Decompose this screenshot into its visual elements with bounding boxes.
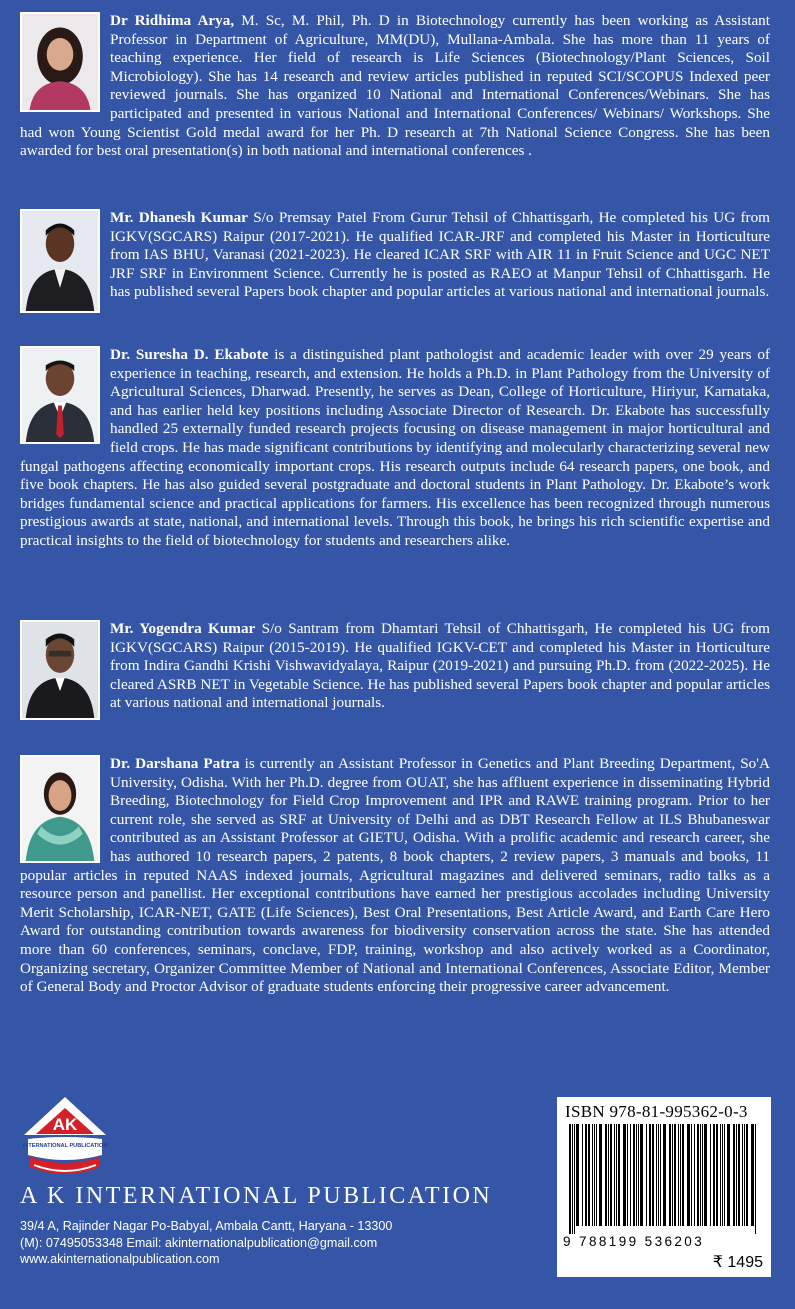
author-name: Mr. Dhanesh Kumar [110,209,248,226]
barcode-digits: 9 788199 536203 [563,1234,705,1249]
barcode-bar [633,1124,635,1226]
author-name: Dr. Darshana Patra [110,755,240,772]
barcode-bar [669,1124,671,1226]
logo-ribbon-text: INTERNATIONAL PUBLICATION [22,1143,108,1149]
author-name: Mr. Yogendra Kumar [110,620,256,637]
barcode-bar [605,1124,607,1226]
barcode-bar [640,1124,643,1226]
barcode-bar [722,1124,723,1226]
barcode-bar [614,1124,615,1226]
author-bio-text: M. Sc, M. Phil, Ph. D in Biotechnology currently has been working as Assistant Professor in Department of Agriculture, MM(DU), Mullana-Ambala. She has more than 11 years of teaching experience. Her field of research is Life Sciences (Biotechnology/Plant Sciences, Soil Microbiology). She has 14 research and review articles published in reputed SCI/SCOPUS Indexed peer reviewed journals. She has organized 10 National and International Conferences/Webinars. She has participated and presented in various National and International Conferences/ Webinars/ Workshops. She had won Young Scientist Gold medal award for her Ph. D research at 7th National Science Congress. She has been awarded for best oral presentation(s) in both national and international conferences . [20,12,770,160]
barcode-bar [585,1124,587,1226]
barcode-bar [710,1124,711,1226]
barcode-bar [623,1124,626,1226]
bio-yogendra-kumar [20,620,770,722]
barcode-bar [630,1124,631,1226]
barcode-bar [592,1124,593,1226]
barcode-bar [744,1124,745,1226]
barcode-bar [716,1124,718,1226]
publisher-website[interactable]: www.akinternationalpublication.com [20,1252,220,1266]
author-photo-suresha-ekabote [20,346,100,444]
barcode-bar [702,1124,703,1226]
barcode-bar [687,1124,690,1226]
portrait-icon [22,622,98,718]
bio-suresha-ekabote [20,346,770,551]
barcode-bar [682,1124,684,1226]
barcode-bar [572,1124,573,1234]
barcode-bar [646,1124,647,1226]
barcode-bar [742,1124,743,1226]
publisher-address-block [20,1218,392,1268]
barcode-bar [574,1124,575,1234]
author-name: Dr. Suresha D. Ekabote [110,346,269,363]
portrait-icon [22,348,98,442]
barcode-bar [674,1124,676,1226]
barcode-bar [755,1124,756,1234]
barcode-bar [576,1124,579,1226]
barcode-bar [733,1124,735,1226]
barcode-bar [618,1124,620,1226]
barcode-bar [697,1124,699,1226]
barcode-bar [610,1124,612,1226]
barcode-bar [713,1124,715,1226]
barcode-bar [596,1124,597,1226]
bio-darshana-patra [20,755,770,997]
price-label: ₹ 1495 [712,1254,763,1271]
barcode-bar [652,1124,654,1226]
barcode-bar [694,1124,695,1226]
publisher-address: 39/4 A, Rajinder Nagar Po-Babyal, Ambala Cantt, Haryana - 13300 [20,1219,393,1233]
isbn-barcode-box [557,1097,771,1277]
barcode-bar [704,1124,707,1226]
barcode-bar [727,1124,730,1226]
portrait-icon [22,757,98,861]
barcode-bar [608,1124,609,1226]
author-bio-text: is currently an Assistant Professor in Genetics and Plant Breeding Department, So'A University, Odisha. With her Ph.D. degree from OUAT, she has affluent experience in disseminating Hybrid Breeding, Biotechnology for Field Crop Improvement and IPR and RAWE training program. Prior to her current role, she served as SRF at University of Delhi and as DBT Research Fellow at ILS Bhubaneswar contributed as an Assistant Professor at GIETU, Odisha. With a prolific academic and research career, she has authored 10 research papers, 2 patents, 8 book chapters, 2 review papers, 3 manuals and books, 11 popular articles in reputed NAAS indexed journals, Agricultural magazines and delivered seminars, radio talks as a resource person and panellist. Her exceptional contributions have earned her prestigious accolades including University Merit Scholarship, ICAR-NET, GATE (Life Sciences), Best Oral Presentations, Best Article Award, and Earth Care Hero Award for outstanding contribution towards awareness for biodiversity conservation across the state. She has attended more than 60 conferences, seminars, conclave, FDP, training, workshop and also actively worked as a Coordinator, Organizing secretary, Organizer Committee Member of National and International Conferences, Associate Editor, Member of General Body and Proctor Advisor of graduate students enforcing their progressive career advancement. [20,755,770,996]
publisher-contact: (M): 07495053348 Email: akinternationalpublication@gmail.com [20,1235,378,1250]
author-photo-ridhima-arya [20,12,100,112]
barcode-bar [746,1124,748,1226]
barcode-bar [638,1124,639,1226]
barcode-bar [724,1124,725,1226]
barcode-bar [738,1124,740,1226]
barcode-bar [736,1124,737,1226]
barcode-bar [627,1124,628,1226]
publisher-name: A K INTERNATIONAL PUBLICATION [20,1183,493,1209]
barcode-bar [663,1124,666,1226]
barcode-bar [656,1124,657,1226]
bio-dhanesh-kumar [20,209,770,315]
author-photo-darshana-patra [20,755,100,863]
barcode-icon [565,1124,763,1234]
barcode-bar [588,1124,590,1226]
barcode-bar [691,1124,692,1226]
publisher-logo [22,1095,108,1181]
author-bio-text: S/o Premsay Patel From Gurur Tehsil of Chhattisgarh, He completed his UG from IGKV(SGCARS) Raipur (2017-2021). He qualified ICAR-JRF and completed his Master in Horticulture from IAS BHU, Varanasi (2021-2023). He cleared ICAR SRF with AIR 11 in Fruit Science and UGC NET JRF SRF in Environment Science. Currently he is posted as RAEO at Manpur Tehsil of Chhattisgarh. He has published several Papers book chapter and popular articles at various national and international journals. [110,209,770,301]
portrait-icon [22,211,98,311]
barcode-bar [680,1124,681,1226]
barcode-bar [582,1124,583,1226]
author-photo-yogendra-kumar [20,620,100,720]
barcode-bar [751,1124,754,1226]
barcode-bar [660,1124,661,1226]
barcode-bar [649,1124,651,1226]
barcode-bar [599,1124,602,1226]
barcode-bar [720,1124,721,1226]
author-photo-dhanesh-kumar [20,209,100,313]
author-bio-text: S/o Santram from Dhamtari Tehsil of Chhattisgarh, He completed his UG from IGKV(SGCARS) Raipur (2015-2019). He qualified IGKV-CET and completed his Master in Horticulture from Indira Gandhi Krishi Vishwavidyalaya, Raipur (2019-2021) and pursuing Ph.D. from (2022-2025). He cleared ASRB NET in Vegetable Science. He has published several Papers book chapter and popular articles at various national and international journals. [110,620,770,712]
barcode-bar [658,1124,659,1226]
barcode-bar [672,1124,673,1226]
logo-initials: AK [52,1115,78,1134]
barcode-bar [616,1124,617,1226]
bio-ridhima-arya [20,12,770,161]
author-name: Dr Ridhima Arya, [110,12,235,29]
barcode-bar [594,1124,595,1226]
author-bio-text: is a distinguished plant pathologist and academic leader with over 29 years of experience in teaching, research, and extension. He holds a Ph.D. in Plant Pathology from the University of Agricultural Sciences, Dharwad. Presently, he serves as Dean, College of Horticulture, Hiriyur, Karnataka, and has earlier held key positions including Associate Director of Research. Dr. Ekabote has successfully handled 25 externally funded research projects focusing on disease management in major horticultural and field crops. He has made significant contributions by identifying and molecularly characterizing several new fungal pathogens affecting economically important crops. His research outputs include 64 research papers, one book, and five book chapters. He has also guided several postgraduate and doctoral students in Plant Pathology. Dr. Ekabote’s work bridges fundamental science and practical applications for farmers. His excellence has been recognized through numerous prestigious awards at state, national, and international levels. Through this book, he brings his rich scientific expertise and practical insights to the field of biotechnology for students and researchers alike. [20,346,770,549]
portrait-icon [22,14,98,110]
barcode-bar [636,1124,637,1226]
barcode-bar [678,1124,679,1226]
barcode-bar [569,1124,571,1234]
barcode-bar [700,1124,701,1226]
isbn-label: ISBN 978-81-995362-0-3 [565,1102,748,1121]
